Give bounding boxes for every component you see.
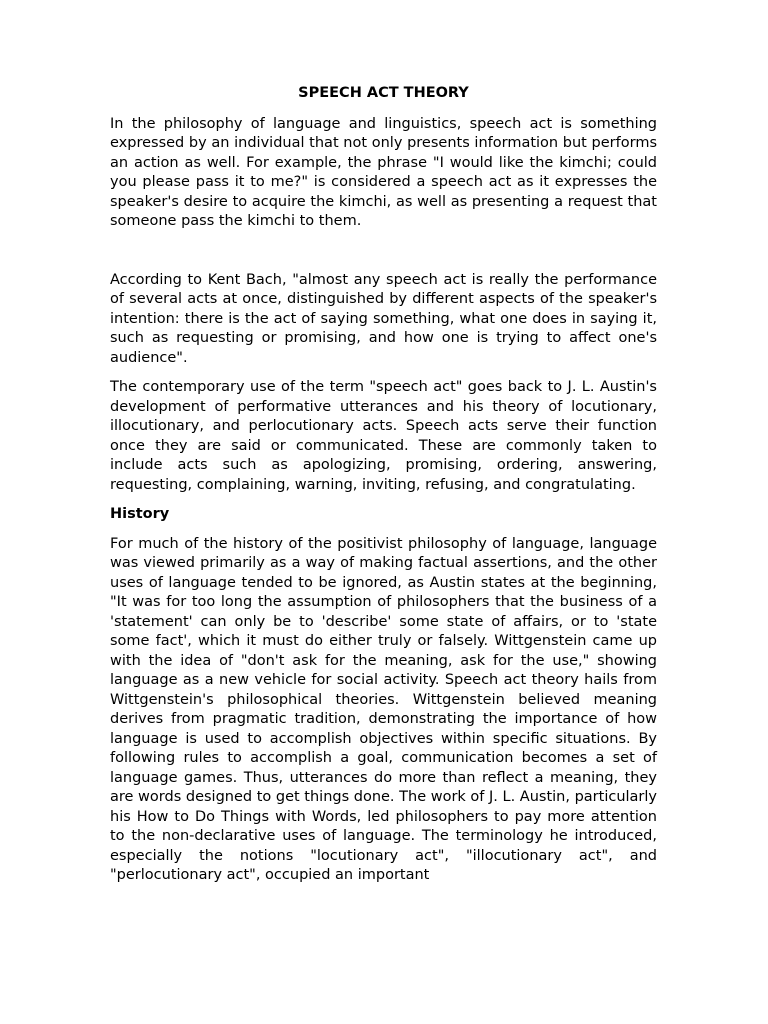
document-title: SPEECH ACT THEORY: [298, 85, 469, 101]
history-heading: History: [110, 506, 170, 522]
bach-paragraph: According to Kent Bach, "almost any speech act is really the performance of several acts at once, distinguished by different aspects of the speaker's intention: there is the act of saying something, what one does in saying it, such as requesting or promising, and how one is trying to affect one's audience".: [110, 271, 657, 366]
contemporary-use-paragraph: The contemporary use of the term "speech act" goes back to J. L. Austin's development of performative utterances and his theory of locutionary, illocutionary, and perlocutionary acts. Speech acts serve their function once they are said or communicated. These are commonly taken to include acts such as apologizing, promising, ordering, answering, requesting, complaining, warning, inviting, refusing, and congratulating.: [110, 379, 657, 493]
history-paragraph: For much of the history of the positivist philosophy of language, language was viewed primarily as a way of making factual assertions, and the other uses of language tended to be ignored, as Austin states at the beginning, "It was for too long the assumption of philosophers that the business of a 'statement' can only be to 'describe' some state of affairs, or to 'state some fact', which it must do either truly or falsely. Wittgenstein came up with the idea of "don't ask for the meaning, ask for the use," showing language as a new vehicle for social activity. Speech act theory hails from Wittgenstein's philosophical theories. Wittgenstein believed meaning derives from pragmatic tradition, demonstrating the importance of how language is used to accomplish objectives within specific situations. By following rules to accomplish a goal, communication becomes a set of language games. Thus, utterances do more than reflect a meaning, they are words designed to get things done. The work of J. L. Austin, particularly his How to Do Things with Words, led philosophers to pay more attention to the non-declarative uses of language. The terminology he introduced, especially the notions "locutionary act", "illocutionary act", and "perlocutionary act", occupied an important: [110, 535, 657, 883]
document-page: [110, 84, 657, 886]
intro-paragraph: In the philosophy of language and linguistics, speech act is something expressed by an individual that not only presents information but performs an action as well. For example, the phrase "I would like the kimchi; could you please pass it to me?" is considered a speech act as it expresses the speaker's desire to acquire the kimchi, as well as presenting a request that someone pass the kimchi to them.: [110, 115, 657, 229]
